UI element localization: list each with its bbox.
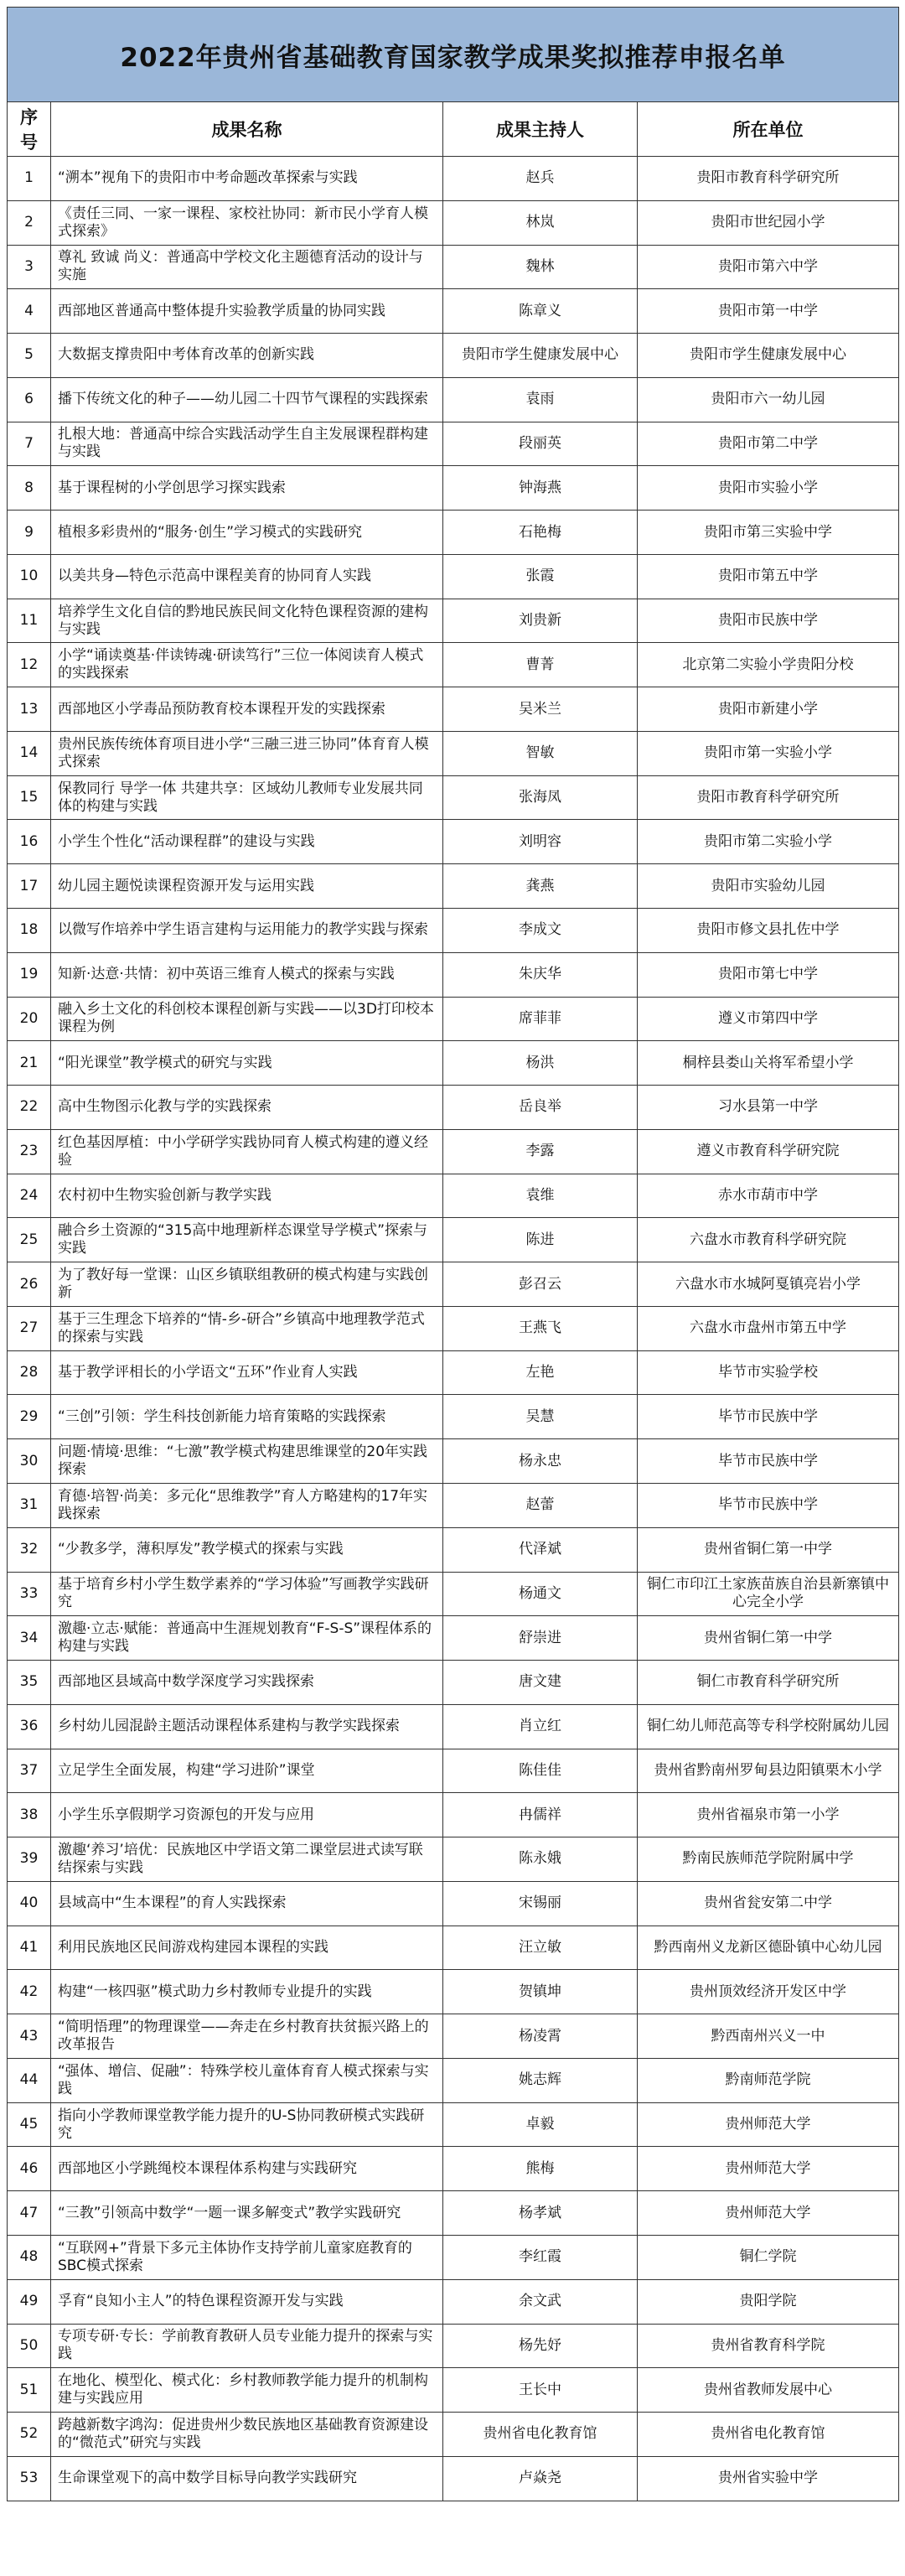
header-row [8, 102, 899, 157]
cell-no: 1 [8, 157, 51, 201]
cell-unit: 铜仁学院 [638, 2235, 899, 2279]
cell-name: 基于三生理念下培养的“情-乡-研合”乡镇高中地理教学范式的探索与实践 [51, 1306, 443, 1350]
table-row [8, 2413, 899, 2457]
cell-name: 县域高中“生本课程”的育人实践探索 [51, 1881, 443, 1926]
cell-name: 生命课堂观下的高中数学目标导向教学实践研究 [51, 2456, 443, 2501]
cell-no: 40 [8, 1881, 51, 1926]
cell-host: 彭召云 [443, 1262, 638, 1307]
cell-unit: 贵阳市修文县扎佐中学 [638, 909, 899, 953]
header-name: 成果名称 [51, 102, 443, 157]
cell-unit: 贵阳市民族中学 [638, 599, 899, 643]
cell-unit: 贵阳市第一实验小学 [638, 731, 899, 775]
cell-name: 大数据支撑贵阳中考体育改革的创新实践 [51, 334, 443, 378]
cell-unit: 习水县第一中学 [638, 1086, 899, 1130]
cell-name: “少教多学，薄积厚发”教学模式的探索与实践 [51, 1527, 443, 1572]
cell-host: 肖立红 [443, 1704, 638, 1749]
table-row [8, 731, 899, 775]
cell-host: 冉儒祥 [443, 1793, 638, 1837]
cell-host: 吴慧 [443, 1395, 638, 1439]
table-row [8, 2235, 899, 2279]
sheet-title: 2022年贵州省基础教育国家教学成果奖拟推荐申报名单 [8, 8, 899, 102]
cell-no: 50 [8, 2324, 51, 2368]
cell-no: 43 [8, 2014, 51, 2059]
cell-unit: 贵州省教育科学院 [638, 2324, 899, 2368]
table-row [8, 1527, 899, 1572]
cell-no: 12 [8, 643, 51, 687]
cell-name: 小学生个性化“活动课程群”的建设与实践 [51, 820, 443, 864]
cell-host: 李露 [443, 1129, 638, 1174]
table-row [8, 1970, 899, 2014]
table-row [8, 2014, 899, 2059]
cell-host: 汪立敏 [443, 1926, 638, 1970]
cell-name: 问题·情境·思维：“七激”教学模式构建思维课堂的20年实践探索 [51, 1439, 443, 1484]
cell-host: 袁雨 [443, 377, 638, 422]
cell-no: 35 [8, 1661, 51, 1705]
cell-no: 17 [8, 864, 51, 909]
cell-name: 构建“一核四驱”模式助力乡村教师专业提升的实践 [51, 1970, 443, 2014]
cell-no: 5 [8, 334, 51, 378]
cell-host: 贺镇坤 [443, 1970, 638, 2014]
cell-name: 扎根大地：普通高中综合实践活动学生自主发展课程群构建与实践 [51, 422, 443, 466]
cell-unit: 贵阳市学生健康发展中心 [638, 334, 899, 378]
cell-name: 《责任三同、一家一课程、家校社协同：新市民小学育人模式探索》 [51, 200, 443, 245]
cell-name: 跨越新数字鸿沟：促进贵州少数民族地区基础教育资源建设的“微范式”研究与实践 [51, 2413, 443, 2457]
cell-name: “三创”引领：学生科技创新能力培育策略的实践探索 [51, 1395, 443, 1439]
cell-name: “强体、增信、促融”：特殊学校儿童体育育人模式探索与实践 [51, 2058, 443, 2102]
cell-unit: 铜仁市印江土家族苗族自治县新寨镇中心完全小学 [638, 1572, 899, 1616]
cell-name: 以美共身—特色示范高中课程美育的协同育人实践 [51, 554, 443, 599]
cell-no: 31 [8, 1483, 51, 1527]
cell-no: 10 [8, 554, 51, 599]
cell-unit: 黔南师范学院 [638, 2058, 899, 2102]
cell-host: 刘贵新 [443, 599, 638, 643]
cell-name: 高中生物图示化教与学的实践探索 [51, 1086, 443, 1130]
cell-name: 融合乡土资源的“315高中地理新样态课堂导学模式”探索与实践 [51, 1218, 443, 1262]
cell-host: 姚志辉 [443, 2058, 638, 2102]
cell-name: 西部地区普通高中整体提升实验教学质量的协同实践 [51, 289, 443, 334]
cell-unit: 遵义市第四中学 [638, 997, 899, 1041]
cell-host: 熊梅 [443, 2147, 638, 2191]
cell-unit: 六盘水市水城阿戛镇亮岩小学 [638, 1262, 899, 1307]
cell-name: 播下传统文化的种子——幼儿园二十四节气课程的实践探索 [51, 377, 443, 422]
table-row [8, 1793, 899, 1837]
table-body [8, 157, 899, 2501]
table-row [8, 289, 899, 334]
table-row [8, 775, 899, 820]
cell-unit: 贵阳市第七中学 [638, 952, 899, 997]
cell-host: 贵阳市学生健康发展中心 [443, 334, 638, 378]
cell-unit: 黔西南州兴义一中 [638, 2014, 899, 2059]
cell-host: 李成文 [443, 909, 638, 953]
cell-no: 25 [8, 1218, 51, 1262]
table-row [8, 2324, 899, 2368]
cell-host: 赵蕾 [443, 1483, 638, 1527]
cell-unit: 贵州省教师发展中心 [638, 2368, 899, 2413]
cell-no: 7 [8, 422, 51, 466]
cell-no: 53 [8, 2456, 51, 2501]
cell-no: 42 [8, 1970, 51, 2014]
table-row [8, 864, 899, 909]
table-row [8, 2147, 899, 2191]
cell-no: 52 [8, 2413, 51, 2457]
cell-host: 钟海燕 [443, 466, 638, 511]
cell-host: 席菲菲 [443, 997, 638, 1041]
table-row [8, 334, 899, 378]
cell-name: “简明悟理”的物理课堂——奔走在乡村教育扶贫振兴路上的改革报告 [51, 2014, 443, 2059]
cell-no: 3 [8, 245, 51, 289]
cell-host: 杨凌霄 [443, 2014, 638, 2059]
cell-unit: 贵州省瓮安第二中学 [638, 1881, 899, 1926]
cell-host: 陈章义 [443, 289, 638, 334]
table-row [8, 2102, 899, 2147]
table-row [8, 1129, 899, 1174]
cell-name: 孚育“良知小主人”的特色课程资源开发与实践 [51, 2279, 443, 2324]
cell-name: 贵州民族传统体育项目进小学“三融三进三协同”体育育人模式探索 [51, 731, 443, 775]
cell-unit: 贵阳市第二实验小学 [638, 820, 899, 864]
cell-no: 22 [8, 1086, 51, 1130]
cell-no: 11 [8, 599, 51, 643]
table-row [8, 377, 899, 422]
cell-unit: 贵阳市实验幼儿园 [638, 864, 899, 909]
cell-no: 39 [8, 1837, 51, 1882]
cell-unit: 贵阳市第二中学 [638, 422, 899, 466]
cell-no: 18 [8, 909, 51, 953]
cell-host: 段丽英 [443, 422, 638, 466]
cell-unit: 铜仁幼儿师范高等专科学校附属幼儿园 [638, 1704, 899, 1749]
cell-name: 西部地区小学跳绳校本课程体系构建与实践研究 [51, 2147, 443, 2191]
cell-name: “互联网+”背景下多元主体协作支持学前儿童家庭教育的SBC模式探索 [51, 2235, 443, 2279]
cell-no: 19 [8, 952, 51, 997]
cell-unit: 铜仁市教育科学研究所 [638, 1661, 899, 1705]
table-row [8, 1439, 899, 1484]
cell-no: 27 [8, 1306, 51, 1350]
table-row [8, 511, 899, 555]
cell-no: 9 [8, 511, 51, 555]
cell-host: 王长中 [443, 2368, 638, 2413]
table-row [8, 2456, 899, 2501]
cell-host: 魏林 [443, 245, 638, 289]
cell-no: 47 [8, 2191, 51, 2236]
cell-no: 48 [8, 2235, 51, 2279]
cell-host: 张海凤 [443, 775, 638, 820]
cell-host: 龚燕 [443, 864, 638, 909]
cell-name: 尊礼 致诚 尚义：普通高中学校文化主题德育活动的设计与实施 [51, 245, 443, 289]
cell-host: 杨洪 [443, 1041, 638, 1086]
cell-host: 刘明容 [443, 820, 638, 864]
cell-no: 30 [8, 1439, 51, 1484]
cell-host: 宋锡丽 [443, 1881, 638, 1926]
cell-host: 智敏 [443, 731, 638, 775]
table-row [8, 1262, 899, 1307]
cell-no: 34 [8, 1616, 51, 1661]
cell-name: 基于课程树的小学创思学习探实践索 [51, 466, 443, 511]
cell-host: 杨先妤 [443, 2324, 638, 2368]
table-row [8, 820, 899, 864]
cell-unit: 赤水市葫市中学 [638, 1174, 899, 1218]
cell-host: 杨永忠 [443, 1439, 638, 1484]
cell-name: 利用民族地区民间游戏构建园本课程的实践 [51, 1926, 443, 1970]
cell-no: 21 [8, 1041, 51, 1086]
cell-unit: 贵阳市世纪园小学 [638, 200, 899, 245]
cell-unit: 毕节市民族中学 [638, 1439, 899, 1484]
table-row [8, 952, 899, 997]
cell-host: 李红霞 [443, 2235, 638, 2279]
cell-no: 49 [8, 2279, 51, 2324]
cell-unit: 贵州省实验中学 [638, 2456, 899, 2501]
cell-no: 32 [8, 1527, 51, 1572]
cell-name: “阳光课堂”教学模式的研究与实践 [51, 1041, 443, 1086]
cell-unit: 贵州省黔南州罗甸县边阳镇栗木小学 [638, 1749, 899, 1793]
table-row [8, 245, 899, 289]
cell-no: 38 [8, 1793, 51, 1837]
cell-no: 26 [8, 1262, 51, 1307]
cell-host: 舒崇进 [443, 1616, 638, 1661]
cell-name: 融入乡土文化的科创校本课程创新与实践——以3D打印校本课程为例 [51, 997, 443, 1041]
cell-no: 28 [8, 1350, 51, 1395]
cell-unit: 贵阳市第五中学 [638, 554, 899, 599]
table-row [8, 1483, 899, 1527]
cell-name: 红色基因厚植：中小学研学实践协同育人模式构建的遵义经验 [51, 1129, 443, 1174]
cell-unit: 贵阳市第三实验中学 [638, 511, 899, 555]
cell-unit: 贵州师范大学 [638, 2102, 899, 2147]
table-row [8, 1086, 899, 1130]
cell-no: 13 [8, 687, 51, 732]
cell-name: 基于培育乡村小学生数学素养的“学习体验”写画教学实践研究 [51, 1572, 443, 1616]
cell-no: 41 [8, 1926, 51, 1970]
table-row [8, 157, 899, 201]
table-row [8, 2368, 899, 2413]
table-row [8, 1041, 899, 1086]
cell-name: 植根多彩贵州的“服务·创生”学习模式的实践研究 [51, 511, 443, 555]
cell-unit: 贵州省铜仁第一中学 [638, 1527, 899, 1572]
cell-no: 24 [8, 1174, 51, 1218]
nomination-table [7, 7, 899, 2501]
cell-unit: 贵州省电化教育馆 [638, 2413, 899, 2457]
cell-name: 专项专研·专长：学前教育教研人员专业能力提升的探索与实践 [51, 2324, 443, 2368]
cell-unit: 六盘水市教育科学研究院 [638, 1218, 899, 1262]
cell-unit: 贵阳市第一中学 [638, 289, 899, 334]
table-row [8, 1616, 899, 1661]
cell-name: “三教”引领高中数学“一题一课多解变式”教学实践研究 [51, 2191, 443, 2236]
table-row [8, 599, 899, 643]
cell-host: 陈进 [443, 1218, 638, 1262]
title-row [8, 8, 899, 102]
table-row [8, 1218, 899, 1262]
cell-name: 立足学生全面发展，构建“学习进阶”课堂 [51, 1749, 443, 1793]
cell-name: 知新·达意·共情：初中英语三维育人模式的探索与实践 [51, 952, 443, 997]
cell-host: 陈永娥 [443, 1837, 638, 1882]
cell-host: 袁维 [443, 1174, 638, 1218]
cell-name: 小学生乐享假期学习资源包的开发与应用 [51, 1793, 443, 1837]
cell-host: 左艳 [443, 1350, 638, 1395]
cell-no: 20 [8, 997, 51, 1041]
table-row [8, 200, 899, 245]
cell-host: 代泽斌 [443, 1527, 638, 1572]
table-row [8, 1174, 899, 1218]
cell-unit: 六盘水市盘州市第五中学 [638, 1306, 899, 1350]
cell-unit: 贵阳市实验小学 [638, 466, 899, 511]
cell-host: 王燕飞 [443, 1306, 638, 1350]
cell-unit: 黔南民族师范学院附属中学 [638, 1837, 899, 1882]
cell-host: 石艳梅 [443, 511, 638, 555]
cell-unit: 黔西南州义龙新区德卧镇中心幼儿园 [638, 1926, 899, 1970]
cell-unit: 桐梓县娄山关将军希望小学 [638, 1041, 899, 1086]
nomination-sheet [7, 7, 898, 2501]
cell-host: 陈佳佳 [443, 1749, 638, 1793]
table-row [8, 1572, 899, 1616]
cell-unit: 贵阳学院 [638, 2279, 899, 2324]
table-row [8, 1661, 899, 1705]
cell-host: 吴米兰 [443, 687, 638, 732]
cell-name: 激趣‘养习’培优：民族地区中学语文第二课堂层进式读写联结探索与实践 [51, 1837, 443, 1882]
table-row [8, 2191, 899, 2236]
table-row [8, 466, 899, 511]
cell-name: 在地化、模型化、模式化：乡村教师教学能力提升的机制构建与实践应用 [51, 2368, 443, 2413]
cell-name: 以微写作培养中学生语言建构与运用能力的教学实践与探索 [51, 909, 443, 953]
table-row [8, 2279, 899, 2324]
cell-name: 西部地区小学毒品预防教育校本课程开发的实践探索 [51, 687, 443, 732]
cell-no: 23 [8, 1129, 51, 1174]
cell-name: 育德·培智·尚美：多元化“思维教学”育人方略建构的17年实践探索 [51, 1483, 443, 1527]
cell-name: 乡村幼儿园混龄主题活动课程体系建构与教学实践探索 [51, 1704, 443, 1749]
table-row [8, 1837, 899, 1882]
cell-unit: 北京第二实验小学贵阳分校 [638, 643, 899, 687]
table-row [8, 2058, 899, 2102]
cell-name: 小学“诵读奠基·伴读铸魂·研读笃行”三位一体阅读育人模式的实践探索 [51, 643, 443, 687]
cell-unit: 贵州省福泉市第一小学 [638, 1793, 899, 1837]
cell-no: 46 [8, 2147, 51, 2191]
cell-name: 农村初中生物实验创新与教学实践 [51, 1174, 443, 1218]
cell-unit: 贵州顶效经济开发区中学 [638, 1970, 899, 2014]
cell-no: 16 [8, 820, 51, 864]
table-row [8, 1749, 899, 1793]
cell-name: 基于教学评相长的小学语文“五环”作业育人实践 [51, 1350, 443, 1395]
table-row [8, 1704, 899, 1749]
cell-no: 37 [8, 1749, 51, 1793]
cell-unit: 贵阳市教育科学研究所 [638, 775, 899, 820]
table-row [8, 687, 899, 732]
cell-host: 贵州省电化教育馆 [443, 2413, 638, 2457]
cell-name: “溯本”视角下的贵阳市中考命题改革探索与实践 [51, 157, 443, 201]
cell-host: 朱庆华 [443, 952, 638, 997]
cell-unit: 毕节市民族中学 [638, 1395, 899, 1439]
cell-name: 激趣·立志·赋能：普通高中生涯规划教育“F-S-S”课程体系的构建与实践 [51, 1616, 443, 1661]
cell-host: 余文武 [443, 2279, 638, 2324]
cell-no: 8 [8, 466, 51, 511]
cell-name: 保教同行 导学一体 共建共享：区域幼儿教师专业发展共同体的构建与实践 [51, 775, 443, 820]
cell-name: 幼儿园主题悦读课程资源开发与运用实践 [51, 864, 443, 909]
cell-unit: 贵阳市第六中学 [638, 245, 899, 289]
cell-no: 4 [8, 289, 51, 334]
cell-no: 29 [8, 1395, 51, 1439]
cell-no: 36 [8, 1704, 51, 1749]
cell-host: 杨孝斌 [443, 2191, 638, 2236]
cell-host: 杨通文 [443, 1572, 638, 1616]
table-row [8, 1350, 899, 1395]
cell-host: 唐文建 [443, 1661, 638, 1705]
cell-host: 赵兵 [443, 157, 638, 201]
cell-name: 培养学生文化自信的黔地民族民间文化特色课程资源的建构与实践 [51, 599, 443, 643]
cell-unit: 毕节市实验学校 [638, 1350, 899, 1395]
table-row [8, 643, 899, 687]
cell-no: 15 [8, 775, 51, 820]
cell-no: 33 [8, 1572, 51, 1616]
cell-host: 卓毅 [443, 2102, 638, 2147]
cell-no: 14 [8, 731, 51, 775]
table-row [8, 1926, 899, 1970]
header-unit: 所在单位 [638, 102, 899, 157]
cell-unit: 毕节市民族中学 [638, 1483, 899, 1527]
table-row [8, 1395, 899, 1439]
cell-host: 曹菁 [443, 643, 638, 687]
cell-no: 2 [8, 200, 51, 245]
cell-host: 岳良举 [443, 1086, 638, 1130]
cell-no: 44 [8, 2058, 51, 2102]
table-row [8, 1881, 899, 1926]
header-no: 序号 [8, 102, 51, 157]
cell-no: 6 [8, 377, 51, 422]
cell-unit: 贵阳市六一幼儿园 [638, 377, 899, 422]
cell-unit: 贵阳市教育科学研究所 [638, 157, 899, 201]
table-row [8, 909, 899, 953]
cell-unit: 遵义市教育科学研究院 [638, 1129, 899, 1174]
cell-unit: 贵阳市新建小学 [638, 687, 899, 732]
cell-unit: 贵州省铜仁第一中学 [638, 1616, 899, 1661]
cell-name: 指向小学教师课堂教学能力提升的U-S协同教研模式实践研究 [51, 2102, 443, 2147]
cell-unit: 贵州师范大学 [638, 2147, 899, 2191]
cell-name: 为了教好每一堂课：山区乡镇联组教研的模式构建与实践创新 [51, 1262, 443, 1307]
table-row [8, 997, 899, 1041]
table-row [8, 554, 899, 599]
cell-unit: 贵州师范大学 [638, 2191, 899, 2236]
cell-no: 51 [8, 2368, 51, 2413]
table-row [8, 1306, 899, 1350]
cell-host: 卢焱尧 [443, 2456, 638, 2501]
cell-host: 张霞 [443, 554, 638, 599]
cell-no: 45 [8, 2102, 51, 2147]
table-row [8, 422, 899, 466]
cell-host: 林岚 [443, 200, 638, 245]
cell-name: 西部地区县域高中数学深度学习实践探索 [51, 1661, 443, 1705]
header-host: 成果主持人 [443, 102, 638, 157]
